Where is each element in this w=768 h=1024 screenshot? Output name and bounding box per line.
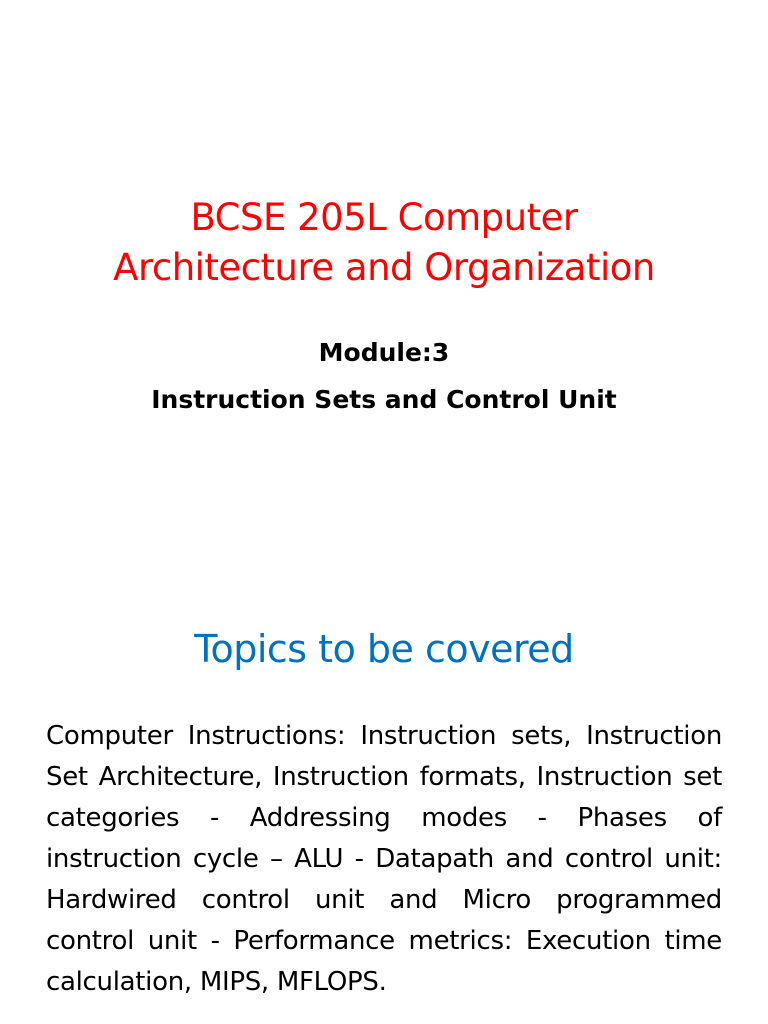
course-title — [0, 193, 768, 293]
module-label: Module:3 — [318, 338, 450, 367]
topics-heading: Topics to be covered — [194, 627, 574, 671]
topics-body: Computer Instructions: Instruction sets, Instruction Set Architecture, Instruction formats, Instruction set categories - Addressing modes - Phases of instruction cycle – ALU - Datapath and control unit: Hardwired control unit and Micro programmed control unit - Performance metrics: Execution time calculation, MIPS, MFLOPS. — [46, 721, 722, 997]
course-title-line-2: Architecture and Organization — [113, 246, 655, 289]
course-title-line-1: BCSE 205L Computer — [190, 196, 578, 239]
module-title: Instruction Sets and Control Unit — [151, 385, 617, 414]
